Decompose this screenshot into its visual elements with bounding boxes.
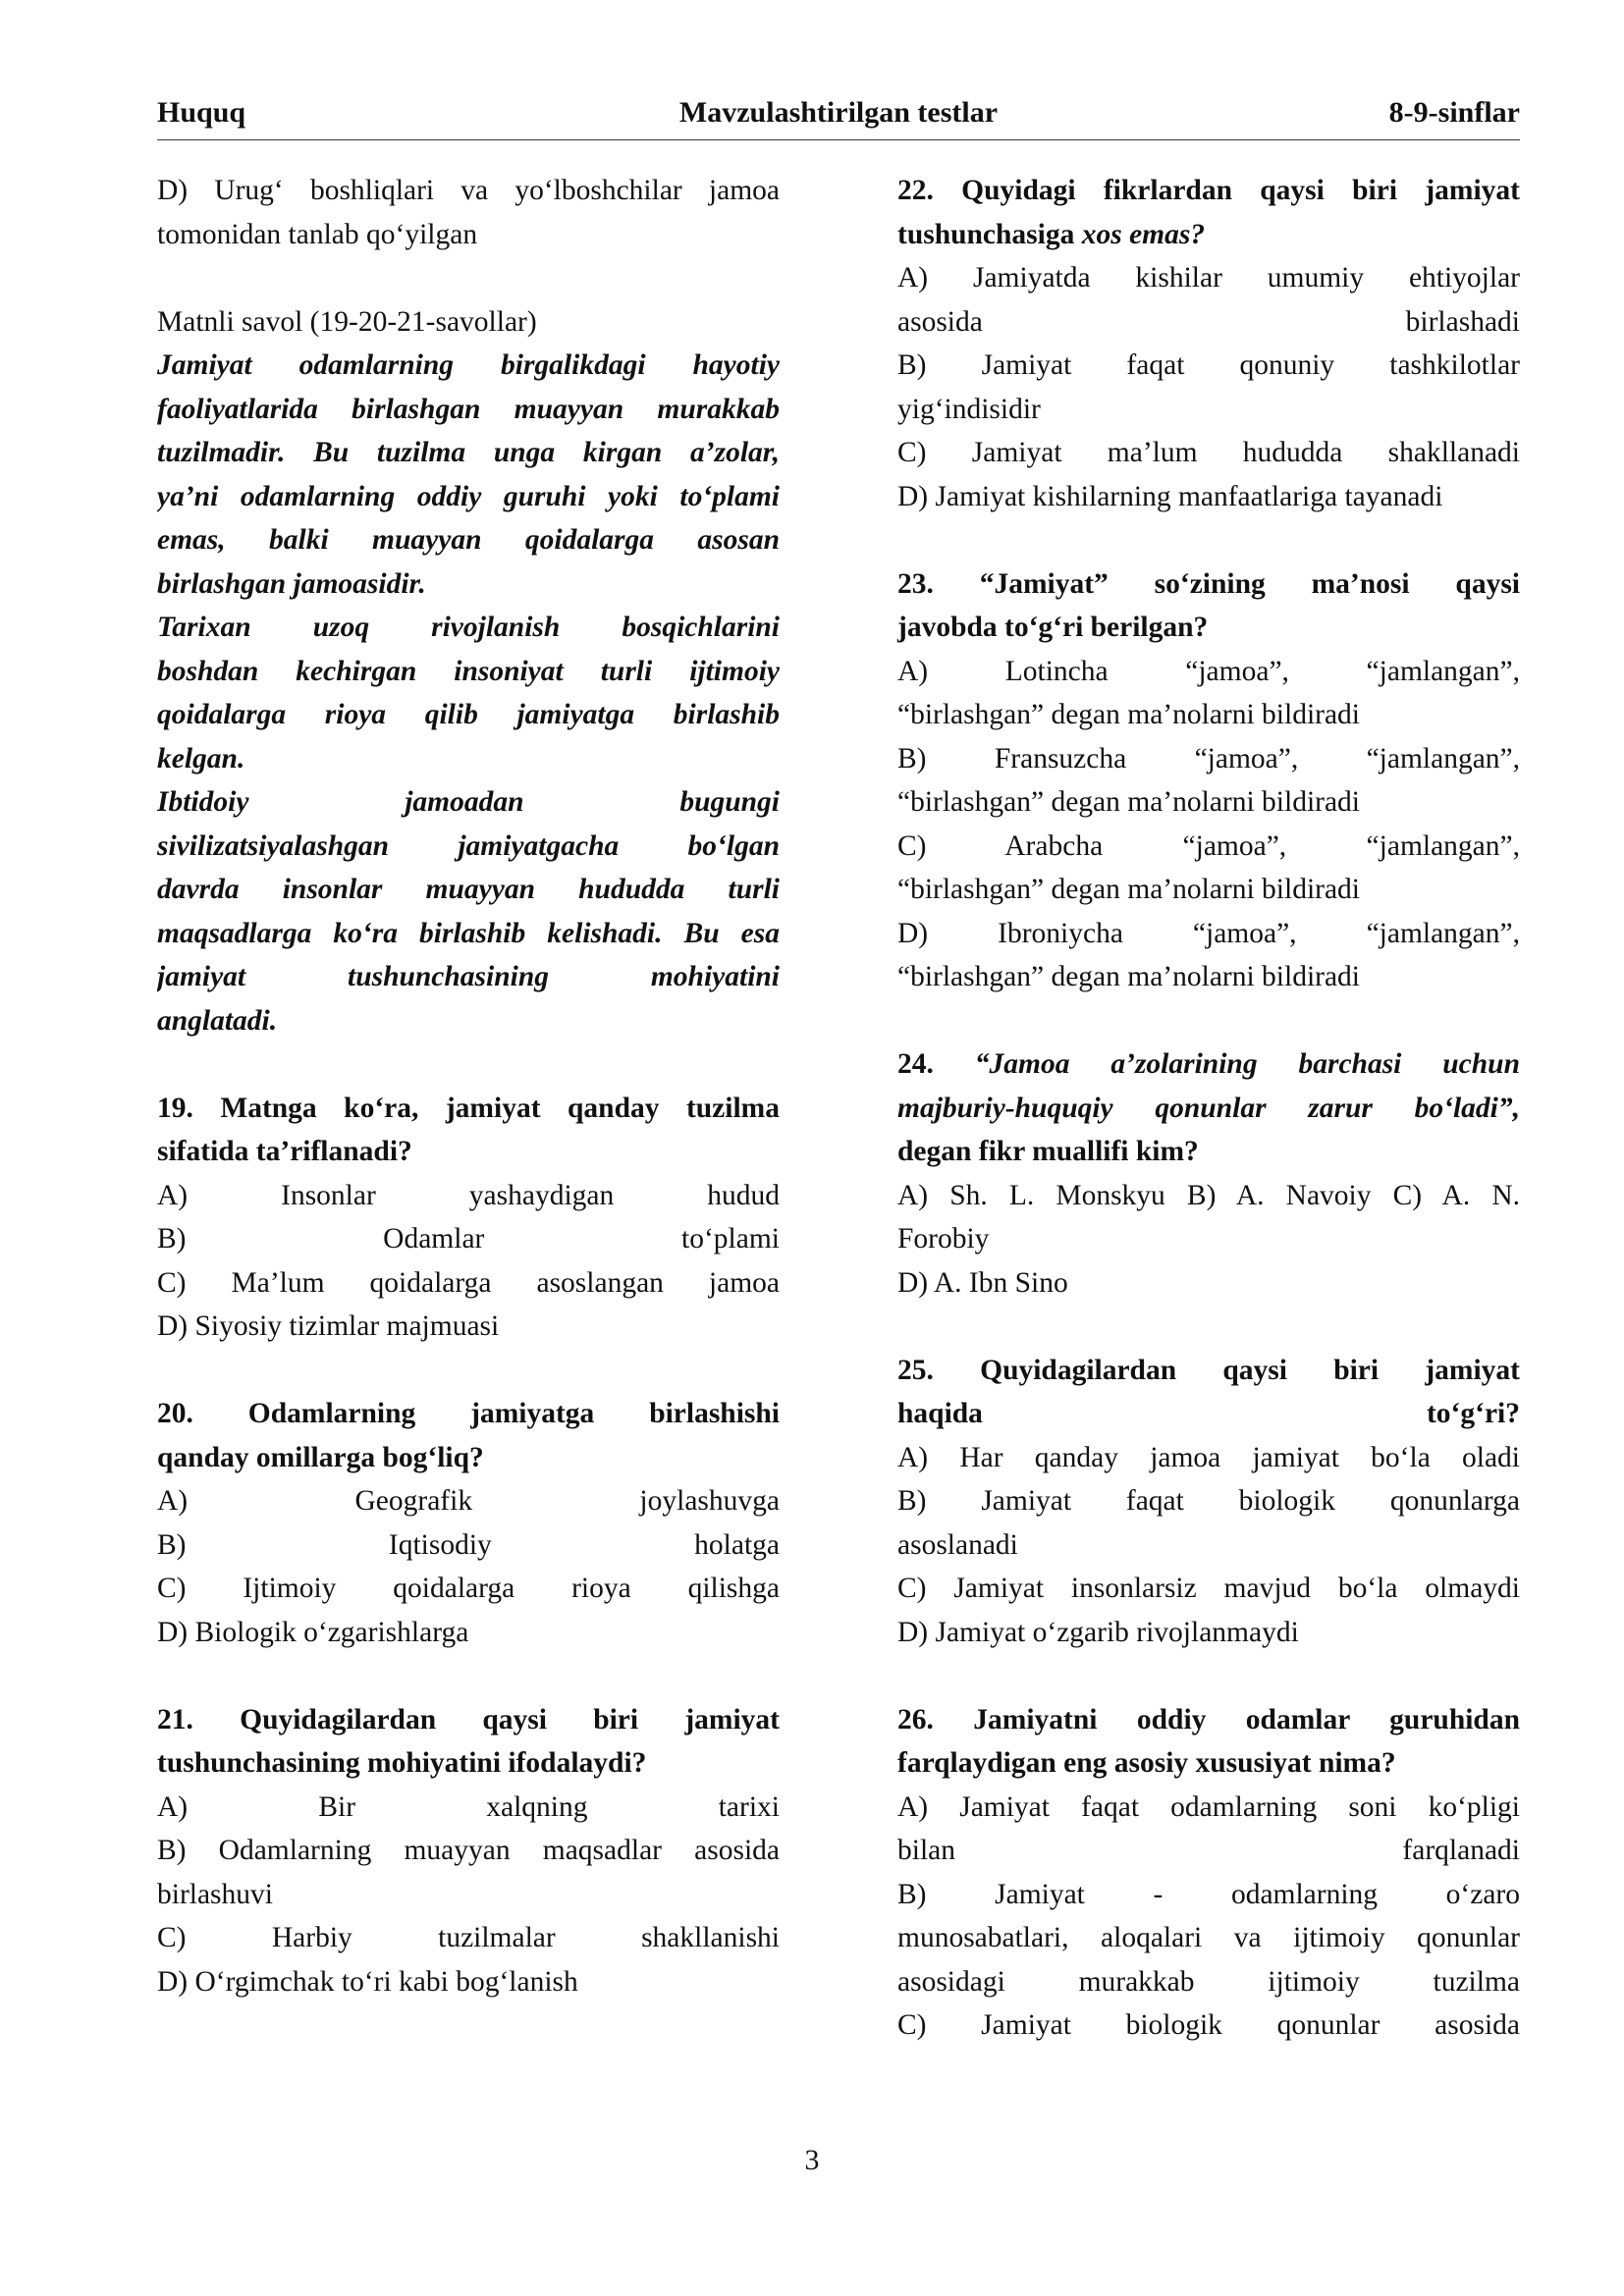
question-26: 26. Jamiyatni oddiy odamlar guruhidan [897, 1703, 1520, 1735]
q20-option-a: A) Geografik joylashuvga [157, 1485, 780, 1517]
question-23: 23. “Jamiyat” so‘zining ma’nosi qaysi [897, 567, 1520, 600]
page-header [157, 96, 1520, 140]
left-column [157, 169, 780, 2003]
passage-line: ya’ni odamlarning oddiy guruhi yoki to‘plami [157, 480, 780, 512]
question-19: 19. Matnga ko‘ra, jamiyat qanday tuzilma [157, 1092, 780, 1124]
q21-option-b-cont: birlashuvi [157, 1878, 273, 1910]
q23-option-d: D) Ibroniycha “jamoa”, “jamlangan”, [897, 917, 1520, 949]
q22-option-a-cont: asosida birlashadi [897, 305, 1520, 338]
passage-line: anglatadi. [157, 1004, 278, 1037]
question-26-cont: farqlaydigan eng asosiy xususiyat nima? [897, 1747, 1396, 1779]
question-24-quote-cont: majburiy-huquqiy qonunlar zarur bo‘ladi”, [897, 1092, 1520, 1124]
page-number: 3 [804, 2144, 820, 2176]
question-21-cont: tushunchasining mohiyatini ifodalaydi? [157, 1747, 647, 1779]
q26-option-a-cont: bilan farqlanadi [897, 1835, 1520, 1866]
passage-line: sivilizatsiyalashgan jamiyatgacha bo‘lgan [157, 829, 780, 862]
question-25: 25. Quyidagilardan qaysi biri jamiyat [897, 1354, 1520, 1386]
question-22-cont [897, 213, 1520, 257]
q21-option-d: D) O‘rgimchak to‘ri kabi bog‘lanish [157, 1965, 578, 1998]
q20-option-b: B) Iqtisodiy holatga [157, 1528, 780, 1561]
q20-option-d: D) Biologik o‘zgarishlarga [157, 1616, 469, 1648]
q19-option-a: A) Insonlar yashaydigan hudud [157, 1179, 780, 1211]
q19-option-c: C) Ma’lum qoidalarga asoslangan jamoa [157, 1266, 780, 1299]
q19-option-b: B) Odamlar to‘plami [157, 1223, 780, 1255]
q25-option-a: A) Har qanday jamoa jamiyat bo‘la oladi [897, 1441, 1520, 1473]
q22-option-a: A) Jamiyatda kishilar umumiy ehtiyojlar [897, 262, 1520, 294]
question-22-text: tushunchasiga [897, 218, 1082, 250]
passage-line: faoliyatlarida birlashgan muayyan murakkab [157, 393, 780, 425]
q23-option-a: A) Lotincha “jamoa”, “jamlangan”, [897, 655, 1520, 687]
q19-option-d: D) Siyosiy tizimlar majmuasi [157, 1310, 500, 1342]
right-column [897, 169, 1520, 2048]
passage-line: kelgan. [157, 742, 245, 774]
q21-option-b: B) Odamlarning muayyan maqsadlar asosida [157, 1835, 780, 1866]
q23-option-d-cont: “birlashgan” degan ma’nolarni bildiradi [897, 961, 1361, 992]
q26-option-b-cont: munosabatlari, aloqalari va ijtimoiy qonunlar [897, 1922, 1520, 1953]
question-24-quote: “Jamoa a’zolarining barchasi uchun [974, 1048, 1520, 1080]
q23-option-b-cont: “birlashgan” degan ma’nolarni bildiradi [897, 786, 1361, 818]
q26-option-a: A) Jamiyat faqat odamlarning soni ko‘pligi [897, 1790, 1520, 1823]
q22-option-b-cont: yig‘indisidir [897, 393, 1041, 425]
question-24-number: 24. [897, 1048, 975, 1080]
q23-option-b: B) Fransuzcha “jamoa”, “jamlangan”, [897, 742, 1520, 774]
header-grades: 8-9-sinflar [1388, 96, 1520, 129]
question-20-cont: qanday omillarga bog‘liq? [157, 1441, 484, 1473]
q24-options-cont: Forobiy [897, 1223, 990, 1255]
passage-line: maqsadlarga ko‘ra birlashib kelishadi. Bu esa [157, 917, 780, 949]
passage-line: Ibtidoiy jamoadan bugungi [157, 786, 780, 818]
q26-option-c: C) Jamiyat biologik qonunlar asosida [897, 2009, 1520, 2041]
q25-option-c: C) Jamiyat insonlarsiz mavjud bo‘la olmaydi [897, 1573, 1520, 1604]
q23-option-c-cont: “birlashgan” degan ma’nolarni bildiradi [897, 874, 1361, 905]
q26-option-b: B) Jamiyat - odamlarning o‘zaro [897, 1878, 1520, 1910]
header-subject: Huquq [157, 96, 246, 129]
passage-line: tuzilmadir. Bu tuzilma unga kirgan a’zolar, [157, 437, 780, 468]
question-22-emphasis: xos emas? [1081, 218, 1206, 250]
question-21: 21. Quyidagilardan qaysi biri jamiyat [157, 1703, 780, 1735]
q25-option-b: B) Jamiyat faqat biologik qonunlarga [897, 1485, 1520, 1517]
text-question-intro: Matnli savol (19-20-21-savollar) [157, 305, 537, 338]
passage-line: birlashgan jamoasidir. [157, 567, 426, 600]
q23-option-a-cont: “birlashgan” degan ma’nolarni bildiradi [897, 699, 1361, 730]
question-25-cont: haqida to‘g‘ri? [897, 1398, 1520, 1429]
q21-option-a: A) Bir xalqning tarixi [157, 1790, 780, 1823]
passage-line: Jamiyat odamlarning birgalikdagi hayotiy [157, 349, 780, 381]
q20-option-c: C) Ijtimoiy qoidalarga rioya qilishga [157, 1573, 780, 1604]
passage-line: emas, balki muayyan qoidalarga asosan [157, 524, 780, 556]
question-24-cont: degan fikr muallifi kim? [897, 1136, 1199, 1167]
question-23-cont: javobda to‘g‘ri berilgan? [897, 612, 1209, 643]
q23-option-c: C) Arabcha “jamoa”, “jamlangan”, [897, 829, 1520, 862]
question-24 [897, 1042, 1520, 1087]
passage-line: davrda insonlar muayyan hududda turli [157, 874, 780, 905]
question-22: 22. Quyidagi fikrlardan qaysi biri jamiyat [897, 175, 1520, 206]
q21-option-c: C) Harbiy tuzilmalar shakllanishi [157, 1922, 780, 1953]
passage-line: jamiyat tushunchasining mohiyatini [157, 961, 780, 992]
passage-line: Tarixan uzoq rivojlanish bosqichlarini [157, 612, 780, 643]
q25-option-b-cont: asoslanadi [897, 1528, 1018, 1561]
q22-option-d: D) Jamiyat kishilarning manfaatlariga tayanadi [897, 480, 1443, 512]
option-d: D) Urug‘ boshliqlari va yo‘lboshchilar jamoa [157, 175, 780, 206]
q25-option-d: D) Jamiyat o‘zgarib rivojlanmaydi [897, 1616, 1299, 1648]
q22-option-b: B) Jamiyat faqat qonuniy tashkilotlar [897, 349, 1520, 381]
option-d-cont: tomonidan tanlab qo‘yilgan [157, 218, 478, 250]
header-center-title: Mavzulashtirilgan testlar [678, 96, 999, 129]
passage-line: boshdan kechirgan insoniyat turli ijtimoiy [157, 655, 780, 687]
question-20: 20. Odamlarning jamiyatga birlashishi [157, 1398, 780, 1429]
q24-option-d: D) A. Ibn Sino [897, 1266, 1068, 1299]
q22-option-c: C) Jamiyat ma’lum hududda shakllanadi [897, 437, 1520, 468]
q26-option-b-cont2: asosidagi murakkab ijtimoiy tuzilma [897, 1965, 1520, 1998]
passage-line: qoidalarga rioya qilib jamiyatga birlashib [157, 699, 780, 730]
q24-options: A) Sh. L. Monskyu B) A. Navoiy C) A. N. [897, 1179, 1520, 1211]
question-19-cont: sifatida ta’riflanadi? [157, 1136, 412, 1167]
